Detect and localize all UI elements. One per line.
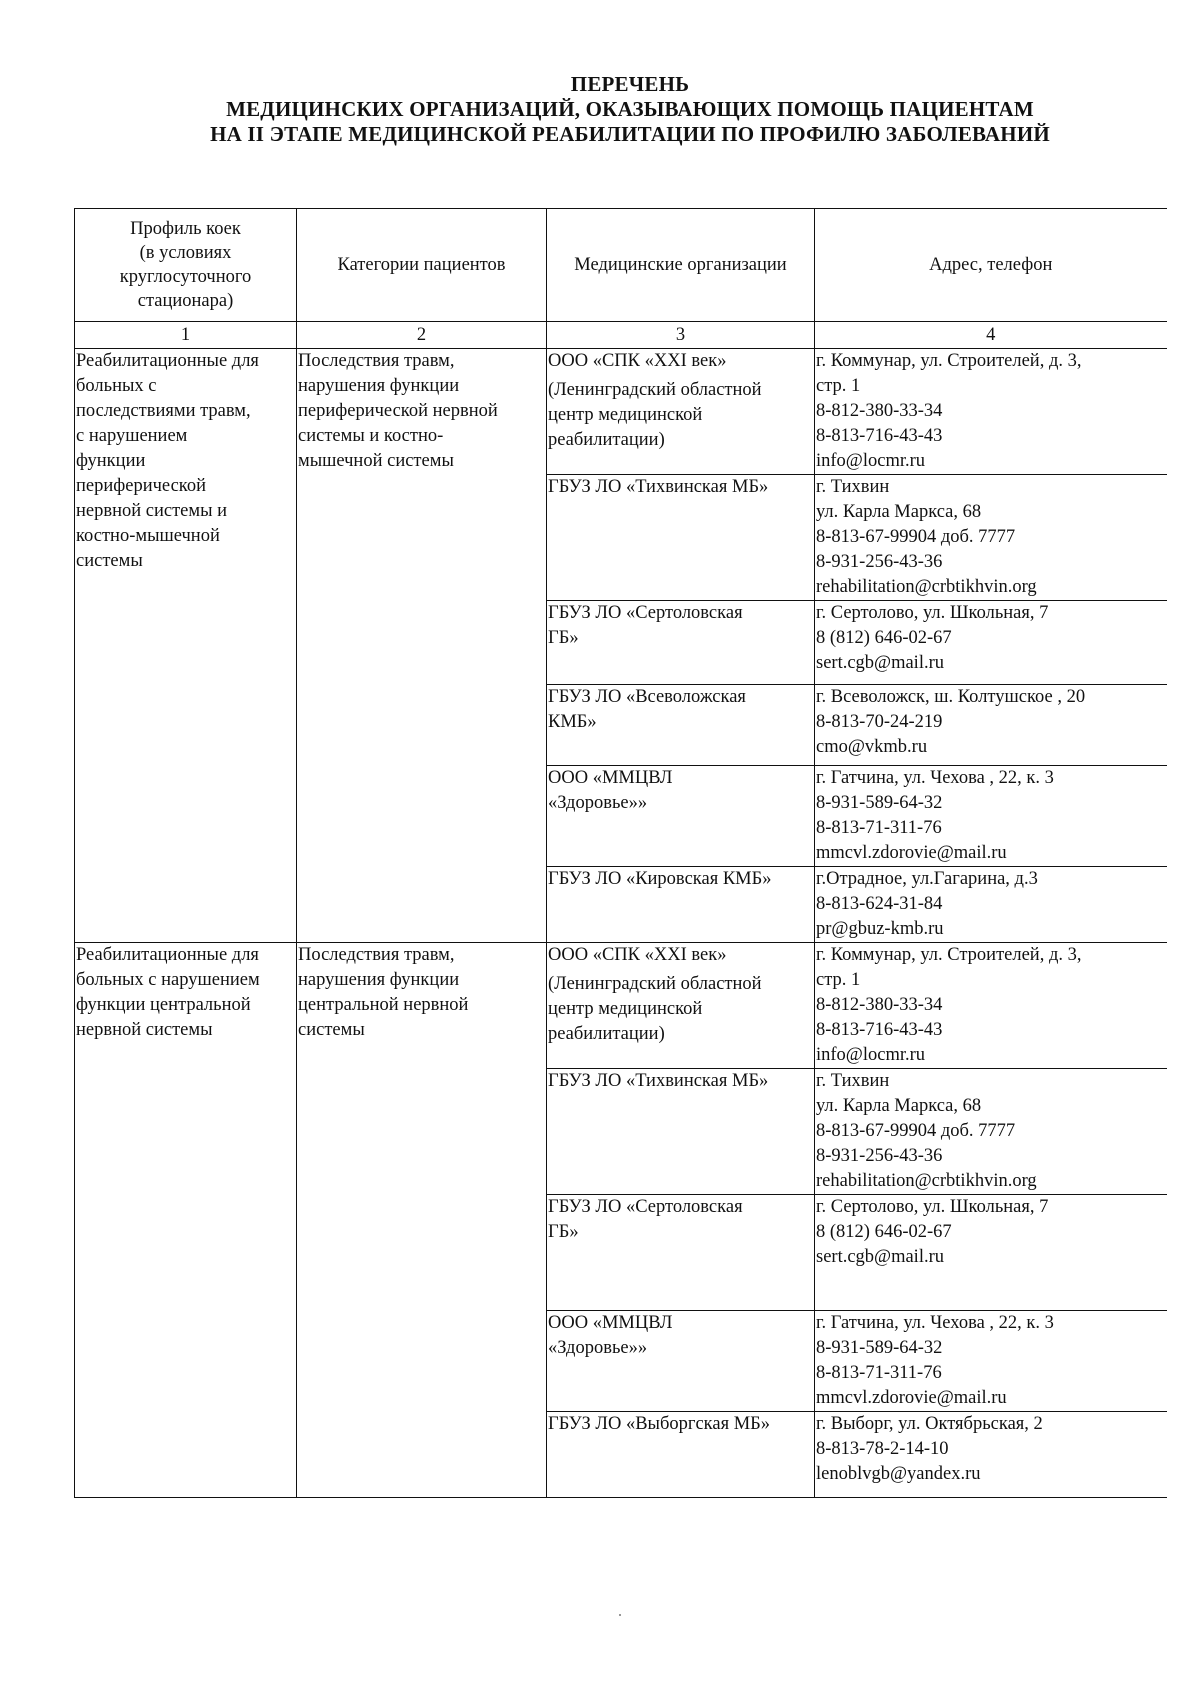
organization-name-line: ООО «ММЦВЛ [548, 768, 673, 788]
address-contact [816, 1311, 1167, 1411]
address-contact-line: 8-813-624-31-84 [816, 894, 943, 914]
header-address: Адрес, телефон [815, 209, 1167, 322]
address-contact [816, 685, 1167, 760]
organization-subtitle-line: реабилитации) [548, 430, 665, 450]
address-contact-line: lenoblvgb@yandex.ru [816, 1464, 981, 1484]
address-contact-line: sert.cgb@mail.ru [816, 1247, 945, 1267]
address-contact [816, 943, 1167, 1068]
organization-name [548, 1311, 814, 1361]
category-cell [297, 349, 547, 943]
organization-subtitle [548, 972, 814, 1047]
organization-cell [547, 349, 815, 475]
address-contact-line: 8-931-256-43-36 [816, 1146, 943, 1166]
address-contact-line: г.Отрадное, ул.Гагарина, д.3 [816, 869, 1038, 889]
header-row [75, 209, 1167, 322]
header-category: Категории пациентов [297, 209, 547, 322]
address-cell [815, 867, 1167, 943]
organization-name-line: «Здоровье»» [548, 1338, 648, 1358]
address-contact-line: 8-812-380-33-34 [816, 995, 943, 1015]
address-contact-line: г. Выборг, ул. Октябрьская, 2 [816, 1414, 1043, 1434]
address-contact-line: стр. 1 [816, 970, 861, 990]
organization-name [548, 349, 814, 374]
address-contact-line: 8-813-71-311-76 [816, 818, 942, 838]
organizations-table [74, 208, 1167, 1498]
address-contact-line: 8-812-380-33-34 [816, 401, 943, 421]
organization-name-line: «Здоровье»» [548, 793, 648, 813]
category-text-line: центральной нервной [298, 995, 469, 1015]
title-line-1: ПЕРЕЧЕНЬ [570, 72, 690, 96]
address-cell [815, 685, 1167, 766]
address-contact-line: 8-813-716-43-43 [816, 426, 943, 446]
category-text [298, 349, 546, 474]
address-contact [816, 1195, 1167, 1270]
organization-name-line: ГБ» [548, 1222, 579, 1242]
address-contact-line: 8-813-67-99904 доб. 7777 [816, 1121, 1016, 1141]
address-contact [816, 601, 1167, 676]
address-contact-line: 8-813-716-43-43 [816, 1020, 943, 1040]
address-contact-line: г. Коммунар, ул. Строителей, д. 3, [816, 351, 1082, 371]
address-contact-line: 8 (812) 646-02-67 [816, 1222, 952, 1242]
address-contact-line: г. Сертолово, ул. Школьная, 7 [816, 603, 1049, 623]
address-contact-line: г. Гатчина, ул. Чехова , 22, к. 3 [816, 768, 1054, 788]
organization-name-line: ГБУЗ ЛО «Выборгская МБ» [548, 1414, 771, 1434]
address-contact-line: info@locmr.ru [816, 1045, 926, 1065]
address-contact-line: ул. Карла Маркса, 68 [816, 1096, 982, 1116]
profile-cell [75, 943, 297, 1498]
organization-name-line: ООО «СПК «XXI век» [548, 351, 727, 371]
header-profile: Профиль коек (в условиях круглосуточного стационара) [75, 209, 297, 322]
profile-text-line: нервной системы [76, 1020, 213, 1040]
organization-subtitle-line: реабилитации) [548, 1024, 665, 1044]
organization-name [548, 1412, 814, 1437]
column-number: 1 [75, 322, 297, 349]
organization-name-line: ГБ» [548, 628, 579, 648]
profile-text-line: больных с [76, 376, 157, 396]
address-contact-line: 8-813-78-2-14-10 [816, 1439, 949, 1459]
organization-subtitle-line: центр медицинской [548, 405, 703, 425]
organization-cell [547, 1069, 815, 1195]
profile-text [76, 943, 296, 1043]
address-contact [816, 1069, 1167, 1194]
address-contact [816, 867, 1167, 942]
organization-name-line: КМБ» [548, 712, 597, 732]
address-contact-line: cmo@vkmb.ru [816, 737, 928, 757]
address-contact-line: sert.cgb@mail.ru [816, 653, 945, 673]
document-title [120, 72, 1140, 147]
header-organizations: Медицинские организации [547, 209, 815, 322]
profile-text-line: системы [76, 551, 143, 571]
profile-text-line: Реабилитационные для [76, 351, 259, 371]
table-row [75, 349, 1167, 475]
category-text [298, 943, 546, 1043]
profile-text-line: нервной системы и [76, 501, 228, 521]
organization-subtitle-line: (Ленинградский областной [548, 380, 762, 400]
address-contact-line: mmcvl.zdorovie@mail.ru [816, 843, 1007, 863]
organization-cell [547, 475, 815, 601]
organization-name [548, 943, 814, 968]
organization-name-line: ГБУЗ ЛО «Кировская КМБ» [548, 869, 772, 889]
profile-text-line: последствиями травм, [76, 401, 251, 421]
organization-name-line: ООО «ММЦВЛ [548, 1313, 673, 1333]
address-contact-line: mmcvl.zdorovie@mail.ru [816, 1388, 1007, 1408]
category-text-line: Последствия травм, [298, 351, 455, 371]
organization-cell [547, 601, 815, 685]
category-text-line: системы и костно- [298, 426, 444, 446]
address-cell [815, 766, 1167, 867]
organization-name [548, 601, 814, 651]
title-line-2: МЕДИЦИНСКИХ ОРГАНИЗАЦИЙ, ОКАЗЫВАЮЩИХ ПОМОЩЬ ПАЦИЕНТАМ [226, 97, 1034, 121]
address-contact-line: 8-813-67-99904 доб. 7777 [816, 527, 1016, 547]
address-contact-line: info@locmr.ru [816, 451, 926, 471]
organization-cell [547, 1311, 815, 1412]
organization-subtitle-line: (Ленинградский областной [548, 974, 762, 994]
address-contact-line: 8 (812) 646-02-67 [816, 628, 952, 648]
category-text-line: Последствия травм, [298, 945, 455, 965]
address-contact-line: стр. 1 [816, 376, 861, 396]
address-contact-line: pr@gbuz-kmb.ru [816, 919, 944, 939]
address-contact-line: 8-931-256-43-36 [816, 552, 943, 572]
table-body [75, 322, 1167, 1498]
organization-name [548, 1195, 814, 1245]
organization-name-line: ООО «СПК «XXI век» [548, 945, 727, 965]
profile-text-line: Реабилитационные для [76, 945, 259, 965]
column-number: 4 [815, 322, 1167, 349]
category-text-line: нарушения функции [298, 376, 460, 396]
category-text-line: системы [298, 1020, 365, 1040]
organization-name-line: ГБУЗ ЛО «Сертоловская [548, 1197, 743, 1217]
column-number-row [75, 322, 1167, 349]
profile-text-line: периферической [76, 476, 206, 496]
column-number: 3 [547, 322, 815, 349]
organization-name [548, 475, 814, 500]
organization-subtitle [548, 378, 814, 453]
address-contact [816, 475, 1167, 600]
organization-cell [547, 867, 815, 943]
profile-text-line: больных с нарушением [76, 970, 260, 990]
address-cell [815, 1195, 1167, 1311]
address-contact-line: г. Коммунар, ул. Строителей, д. 3, [816, 945, 1082, 965]
address-contact-line: 8-813-71-311-76 [816, 1363, 942, 1383]
category-text-line: периферической нервной [298, 401, 498, 421]
profile-cell [75, 349, 297, 943]
address-contact-line: г. Сертолово, ул. Школьная, 7 [816, 1197, 1049, 1217]
address-cell [815, 1069, 1167, 1195]
address-contact [816, 349, 1167, 474]
scan-speck [619, 1614, 621, 1616]
profile-text-line: функции центральной [76, 995, 251, 1015]
address-contact [816, 766, 1167, 866]
address-contact-line: г. Тихвин [816, 477, 890, 497]
address-contact [816, 1412, 1167, 1487]
category-cell [297, 943, 547, 1498]
address-contact-line: г. Тихвин [816, 1071, 890, 1091]
organization-name [548, 867, 814, 892]
category-text-line: мышечной системы [298, 451, 454, 471]
address-contact-line: 8-931-589-64-32 [816, 793, 943, 813]
address-contact-line: г. Гатчина, ул. Чехова , 22, к. 3 [816, 1313, 1054, 1333]
table-row [75, 943, 1167, 1069]
column-number: 2 [297, 322, 547, 349]
address-contact-line: 8-931-589-64-32 [816, 1338, 943, 1358]
profile-text-line: с нарушением [76, 426, 188, 446]
organization-name [548, 685, 814, 735]
organization-subtitle-line: центр медицинской [548, 999, 703, 1019]
address-cell [815, 601, 1167, 685]
address-cell [815, 1311, 1167, 1412]
organization-name-line: ГБУЗ ЛО «Тихвинская МБ» [548, 477, 769, 497]
address-cell [815, 943, 1167, 1069]
organization-cell [547, 943, 815, 1069]
address-contact-line: г. Всеволожск, ш. Колтушское , 20 [816, 687, 1086, 707]
organization-cell [547, 1412, 815, 1498]
organization-name-line: ГБУЗ ЛО «Сертоловская [548, 603, 743, 623]
organization-name [548, 766, 814, 816]
organization-cell [547, 1195, 815, 1311]
profile-text-line: функции [76, 451, 146, 471]
address-contact-line: rehabilitation@crbtikhvin.org [816, 1171, 1037, 1191]
organization-cell [547, 766, 815, 867]
address-cell [815, 475, 1167, 601]
organization-name-line: ГБУЗ ЛО «Тихвинская МБ» [548, 1071, 769, 1091]
category-text-line: нарушения функции [298, 970, 460, 990]
address-contact-line: ул. Карла Маркса, 68 [816, 502, 982, 522]
title-line-3: НА II ЭТАПЕ МЕДИЦИНСКОЙ РЕАБИЛИТАЦИИ ПО ПРОФИЛЮ ЗАБОЛЕВАНИЙ [210, 122, 1050, 146]
profile-text [76, 349, 296, 574]
address-cell [815, 349, 1167, 475]
address-cell [815, 1412, 1167, 1498]
organization-name [548, 1069, 814, 1094]
address-contact-line: 8-813-70-24-219 [816, 712, 943, 732]
organization-name-line: ГБУЗ ЛО «Всеволожская [548, 687, 746, 707]
organization-cell [547, 685, 815, 766]
address-contact-line: rehabilitation@crbtikhvin.org [816, 577, 1037, 597]
profile-text-line: костно-мышечной [76, 526, 220, 546]
